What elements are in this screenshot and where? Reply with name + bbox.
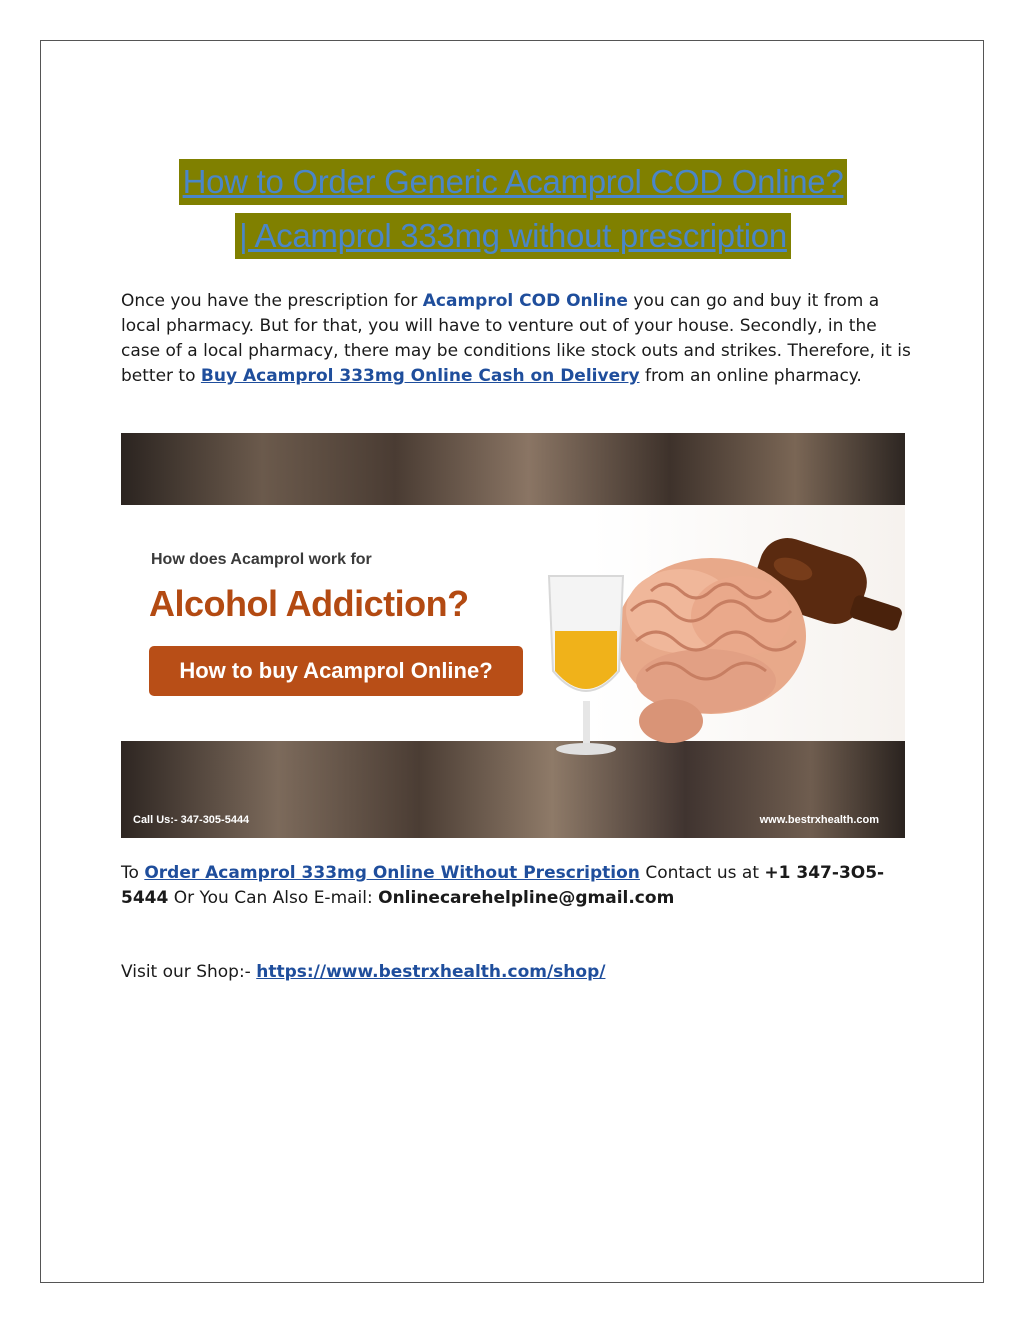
contact-text-1: To (121, 863, 145, 883)
contact-email: Onlinecarehelpline@gmail.com (378, 888, 675, 908)
keyword-acamprol-cod: Acamprol COD Online (422, 291, 628, 311)
title-line-2[interactable]: | Acamprol 333mg without prescription (235, 213, 791, 259)
intro-text-1: Once you have the prescription for (121, 291, 423, 311)
title-line-1[interactable]: How to Order Generic Acamprol COD Online? (179, 159, 848, 205)
brain-icon (616, 558, 806, 743)
shop-label: Visit our Shop:- (121, 962, 257, 982)
document-page (40, 40, 984, 1283)
wine-glass-icon (549, 576, 623, 755)
contact-paragraph (121, 861, 911, 911)
banner-call-us: Call Us:- 347-305-5444 (133, 814, 250, 826)
contact-text-2: Contact us at (639, 863, 765, 883)
brain-glass-bottle-illustration (531, 521, 905, 761)
order-acamprol-link[interactable]: Order Acamprol 333mg Online Without Prescription (144, 863, 640, 883)
banner-headline: Alcohol Addiction? (149, 583, 469, 624)
promo-banner-image (121, 433, 905, 838)
intro-text-3: from an online pharmacy. (639, 366, 862, 386)
contact-text-3: Or You Can Also E-mail: (168, 888, 379, 908)
intro-paragraph (121, 289, 911, 389)
banner-buy-button: How to buy Acamprol Online? (149, 646, 523, 696)
intro-text-2: you can go and buy it from a local pharmacy. But for that, you will have to venture out of your house. Secondly, in the case of a local pharmacy, there may be conditions like stock outs and strikes. Therefore, it is better to (121, 291, 911, 386)
shop-paragraph (121, 960, 911, 985)
shop-url-link[interactable]: https://www.bestrxhealth.com/shop/ (256, 962, 606, 982)
contact-phone: +1 347-3O5-5444 (121, 863, 885, 908)
buy-acamprol-link[interactable]: Buy Acamprol 333mg Online Cash on Delivery (200, 366, 640, 386)
banner-top-band (121, 433, 905, 505)
banner-question: How does Acamprol work for (151, 551, 372, 568)
banner-website: www.bestrxhealth.com (759, 814, 879, 826)
page-title (41, 159, 985, 259)
